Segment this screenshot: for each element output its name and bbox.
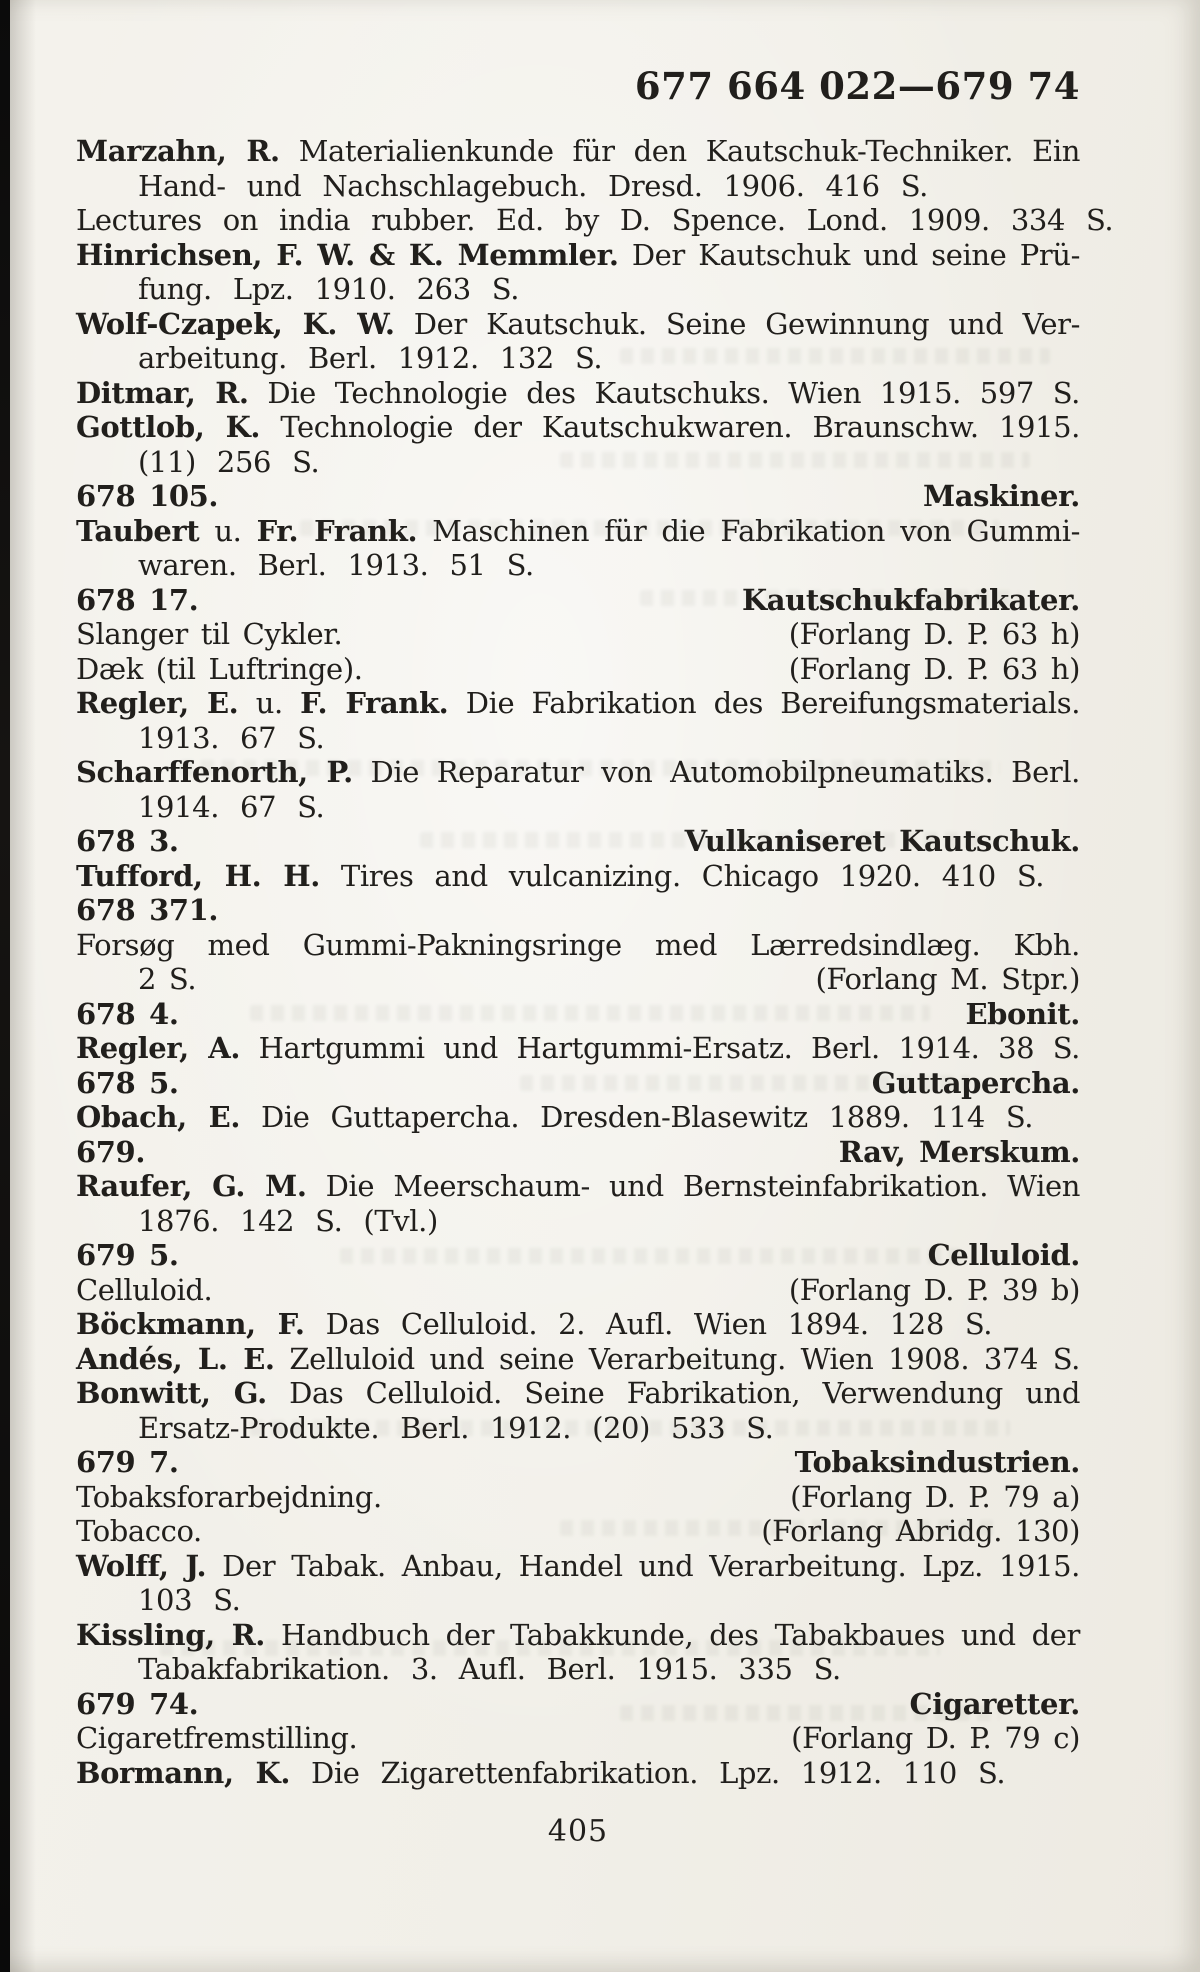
body-text: Handbuch der Tabakkunde, des Tabakbaues und der [265,1617,1081,1652]
forlang-reference-text: (Forlang D. P. 79 a) [790,1479,1080,1514]
entry-line [76,686,1080,721]
section-heading-text: Guttapercha. [871,1065,1080,1100]
line-left-text [76,1066,179,1101]
body-text: Forsøg med Gummi-Pakningsringe med Lærredsindlæg. Kbh. [76,927,1080,962]
body-text: 103 S. [138,1583,241,1617]
forlang-reference-text: (Forlang M. Stpr.) [815,962,1080,996]
author-or-heading-text: Raufer, G. M. [76,1169,307,1203]
line-left-text [76,652,363,687]
line-left-text [138,962,196,997]
line-left-text [76,1480,382,1515]
body-text: u. [238,686,301,720]
body-text: Dæk (til Luftringe). [76,651,363,686]
body-text: fung. Lpz. 1910. 263 S. [138,272,520,306]
body-text: Celluloid. [76,1272,213,1307]
body-text: (11) 256 S. [138,444,320,479]
entry-continuation [76,548,1080,583]
body-text: Technologie der Kautschukwaren. Braunschw. 1915. [260,410,1080,444]
entry-line [76,928,1080,963]
body-text: 1913. 67 S. [138,720,325,755]
line-left-text [76,997,179,1032]
body-text: Hartgummi und Hartgummi-Ersatz. Berl. 1914. 38 S. [240,1031,1080,1065]
classification-line [76,1238,1080,1273]
entry-line [76,1031,1080,1066]
entry-line [76,1342,1080,1377]
body-text: Tobaksforarbejdning. [76,1479,382,1514]
forlang-reference-text: (Forlang D. P. 63 h) [788,651,1080,686]
body-text: Der Kautschuk und seine Prü- [618,237,1080,272]
body-text: Der Kautschuk. Seine Gewinnung und Ver- [394,306,1081,341]
body-text: Lectures on india rubber. Ed. by D. Spence. Lond. 1909. 334 S. [76,203,1114,237]
author-or-heading-text: 679 5. [76,1238,179,1272]
entry-continuation [76,721,1080,756]
author-or-heading-text: Wolff, J. [76,1548,207,1583]
line-left-text [76,1721,357,1756]
classification-line [76,1066,1080,1101]
body-text: Tobacco. [76,1514,202,1548]
entry-continuation [76,1411,1080,1446]
author-or-heading-text: 678 371. [76,893,219,927]
subject-line [76,1273,1080,1308]
classification-line [76,997,1080,1032]
body-text: 2 S. [138,962,197,996]
author-or-heading-text: Andés, L. E. [76,1341,275,1376]
classification-line [76,1445,1080,1480]
classification-line [76,1135,1080,1170]
line-left-text [76,1514,202,1549]
author-or-heading-text: Regler, E. [76,686,239,720]
author-or-heading-text: 678 4. [76,996,179,1031]
text-block [76,134,1114,1790]
body-text: Das Celluloid. 2. Aufl. Wien 1894. 128 S. [304,1307,993,1341]
entry-line [76,238,1080,273]
section-heading-text: Rav, Merskum. [838,1134,1080,1169]
body-text: Tires and vulcanizing. Chicago 1920. 410 S. [319,858,1045,893]
entry-line [76,410,1080,445]
author-or-heading-text: Hinrichsen, F. W. & K. Memmler. [76,237,619,272]
line-left-text [76,583,198,618]
body-text: arbeitung. Berl. 1912. 132 S. [138,341,603,375]
subject-line [76,652,1080,687]
gutter-shade [10,0,36,1972]
line-left-text [76,479,218,514]
body-text: Die Fabrikation des Bereifungsmaterials. [448,686,1081,720]
body-text: Hand- und Nachschlagebuch. Dresd. 1906. 416 S. [138,168,928,203]
body-text: Tabakfabrikation. 3. Aufl. Berl. 1915. 335 S. [138,1652,841,1686]
classification-line [76,583,1080,618]
classification-line [76,824,1080,859]
author-or-heading-text: Regler, A. [76,1031,241,1065]
classification-line [76,893,1080,928]
body-text: Slanger til Cykler. [76,617,343,651]
entry-line [76,134,1080,169]
author-or-heading-text: Taubert [76,513,200,548]
section-heading-text: Kautschukfabrikater. [741,582,1080,617]
author-or-heading-text: 679. [76,1134,146,1169]
line-left-text [76,1687,198,1722]
entry-line [76,1549,1080,1584]
entry-continuation [76,169,1080,204]
entry-line [76,307,1080,342]
subject-line [76,617,1080,652]
author-or-heading-text: Obach, E. [76,1100,241,1134]
author-or-heading-text: Böckmann, F. [76,1307,305,1341]
author-or-heading-text: Ditmar, R. [76,375,249,410]
classification-line [76,1687,1080,1722]
entry-line [76,1756,1080,1791]
author-or-heading-text: Kissling, R. [76,1617,265,1652]
author-or-heading-text: Marzahn, R. [76,134,280,168]
forlang-reference-text: (Forlang D. P. 39 b) [788,1272,1080,1307]
entry-line [76,859,1080,894]
entry-line [76,203,1114,238]
body-text: waren. Berl. 1913. 51 S. [138,548,534,582]
subject-line [76,1480,1080,1515]
section-heading-text: Ebonit. [965,996,1080,1031]
author-or-heading-text: Gottlob, K. [76,410,261,444]
body-text: Die Zigarettenfabrikation. Lpz. 1912. 110 S. [290,1755,1006,1790]
body-text: Die Guttapercha. Dresden-Blasewitz 1889. 114 S. [240,1100,1034,1134]
entry-continuation [76,272,1080,307]
line-left-text [76,1135,145,1170]
entry-line [76,1376,1080,1411]
section-heading-text: Cigaretter. [909,1686,1080,1721]
author-or-heading-text: Wolf-Czapek, K. W. [76,306,395,341]
page-number: 405 [547,1814,609,1849]
entry-line [76,514,1080,549]
body-text: Der Tabak. Anbau, Handel und Verarbeitung. Lpz. 1915. [206,1548,1080,1583]
body-text: Die Technologie des Kautschuks. Wien 1915. 597 S. [248,375,1081,410]
body-text: 1914. 67 S. [138,789,325,824]
body-text: Zelluloid und seine Verarbeitung. Wien 1908. 374 S. [274,1341,1080,1376]
entry-continuation [76,1204,1080,1239]
line-left-text [76,617,342,652]
author-or-heading-text: Tufford, H. H. [76,858,320,893]
entry-continuation [76,790,1080,825]
body-text: 1876. 142 S. (Tvl.) [138,1203,438,1238]
author-or-heading-text: 678 5. [76,1065,179,1100]
body-text: Cigaretfremstilling. [76,1721,358,1755]
entry-line [76,376,1080,411]
body-text: Das Celluloid. Seine Fabrikation, Verwendung und [266,1376,1080,1410]
body-text: Materialienkunde für den Kautschuk-Techniker. Ein [279,134,1080,168]
body-text: Die Meerschaum- und Bernsteinfabrikation. Wien [306,1169,1080,1203]
section-heading-text: Vulkaniseret Kautschuk. [684,824,1080,858]
line-left-text [76,824,179,859]
line-left-text [76,1238,179,1273]
section-heading-text: Celluloid. [927,1238,1080,1272]
section-heading-text: Tobaksindustrien. [794,1445,1080,1479]
entry-line [76,1100,1080,1135]
line-left-text [76,1445,179,1480]
body-text: Ersatz-Produkte. Berl. 1912. (20) 533 S. [138,1410,774,1445]
author-or-heading-text: 679 74. [76,1686,199,1721]
author-or-heading-text: Bormann, K. [76,1755,291,1790]
author-or-heading-text: Bonwitt, G. [76,1376,267,1410]
entry-line [76,1169,1080,1204]
body-text: Die Reparatur von Automobilpneumatiks. Berl. [352,755,1080,789]
entry-continuation [76,445,1080,480]
author-or-heading-text: Fr. Frank. [256,513,418,548]
forlang-reference-text: (Forlang Abridg. 130) [761,1514,1080,1548]
entry-line [76,1307,1080,1342]
entry-line [76,755,1080,790]
line-left-text [76,1273,212,1308]
body-text: u. [199,513,257,548]
entry-line [76,1618,1080,1653]
author-or-heading-text: 679 7. [76,1445,179,1479]
forlang-reference-text: (Forlang D. P. 79 c) [791,1721,1080,1755]
classification-line [76,479,1080,514]
body-text: Maschinen für die Fabrikation von Gummi- [417,513,1080,548]
running-head-classification: 677 664 022—679 74 [634,64,1080,108]
author-or-heading-text: 678 105. [76,479,219,513]
author-or-heading-text: Scharffenorth, P. [76,755,353,789]
entry-continuation [76,341,1080,376]
entry-continuation [76,1652,1080,1687]
author-or-heading-text: F. Frank. [300,686,449,720]
entry-continuation [76,1583,1080,1618]
entry-continuation [76,962,1080,997]
subject-line [76,1721,1080,1756]
author-or-heading-text: 678 3. [76,824,179,858]
page-gutter-shadow [0,0,10,1972]
author-or-heading-text: 678 17. [76,582,199,617]
section-heading-text: Maskiner. [923,479,1080,513]
subject-line [76,1514,1080,1549]
forlang-reference-text: (Forlang D. P. 63 h) [788,617,1080,651]
